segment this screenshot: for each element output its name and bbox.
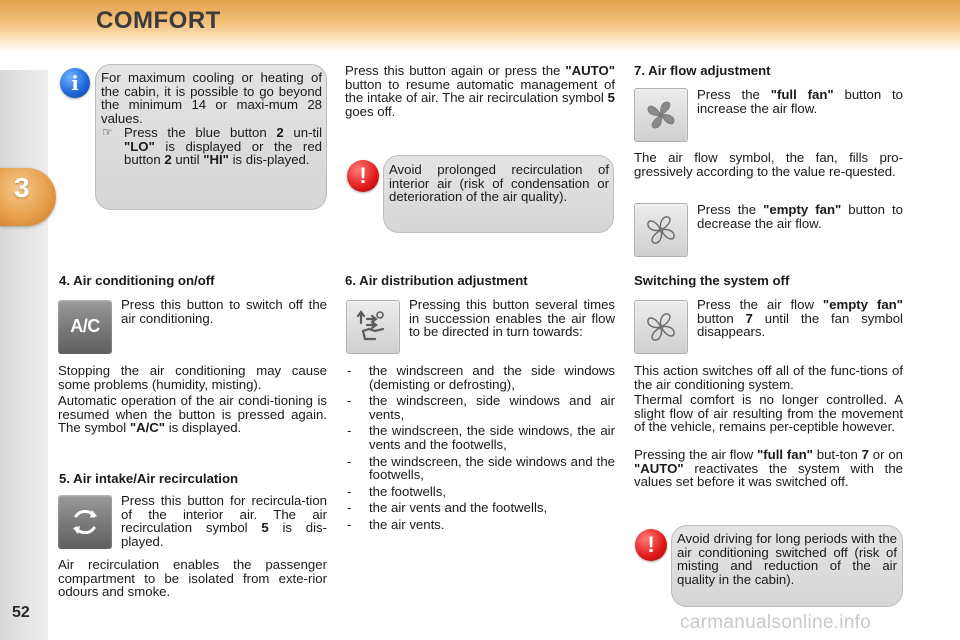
list-item: - the windscreen, the side windows and the footwells, [345, 455, 615, 482]
switch-off-functions-text: This action switches off all of the func-tions of the air conditioning system. [634, 363, 903, 392]
empty-fan-button[interactable] [634, 203, 688, 257]
list-item: - the windscreen, the side windows, the air vents and the footwells, [345, 424, 615, 451]
list-item: - the windscreen, side windows and air vents, [345, 394, 615, 421]
empty-fan-off-button[interactable] [634, 300, 688, 354]
section-7-heading: 7. Air flow adjustment [634, 63, 771, 78]
air-flow-symbol-text: The air flow symbol, the fan, fills pro-gressively according to the value re-quested. [634, 150, 903, 179]
list-item: - the footwells, [345, 485, 615, 499]
empty-fan-icon [641, 307, 681, 347]
recirculation-press-text: Press this button for recircula-tion of the interior air. The air recirculation symbol 5 is dis-played. [121, 493, 327, 549]
pointer-icon: ☞ [102, 125, 113, 139]
ac-press-text: Press this button to switch off the air conditioning. [121, 297, 327, 326]
chapter-number: 3 [14, 172, 30, 203]
air-distribution-press-text: Pressing this button several times in succession enables the air flow to be directed in turn towards: [409, 297, 615, 340]
section-5-heading: 5. Air intake/Air recirculation [59, 471, 239, 486]
ac-automatic-text: Automatic operation of the air condi-tioning is resumed when the button is pressed again. The symbol "A/C" is displayed. [58, 393, 327, 436]
recirculation-info-text: Air recirculation enables the passenger compartment to be isolated from exte-rior odours and smoke. [58, 557, 327, 600]
list-item: - the air vents. [345, 518, 615, 532]
header-bar [0, 0, 960, 52]
warning-icon: ! [347, 160, 379, 192]
switch-off-press-text: Press the air flow "empty fan" button 7 until the fan symbol disappears. [697, 297, 903, 340]
switching-off-heading: Switching the system off [634, 273, 790, 288]
page-number: 52 [12, 604, 30, 621]
ac-button-label: A/C [70, 316, 100, 337]
air-distribution-icon [353, 307, 393, 347]
sidebar [0, 70, 48, 640]
ac-stopping-text: Stopping the air conditioning may cause some problems (humidity, misting). [58, 363, 327, 392]
info-text: For maximum cooling or heating of the cabin, it is possible to go beyond the minimum 14 or maxi-mum 28 values. [101, 70, 322, 126]
info-bullet-text: Press the blue button 2 un-til "LO" is displayed or the red button 2 until "HI" is dis-played. [124, 125, 323, 168]
recirculation-button[interactable] [58, 495, 112, 549]
empty-fan-text: Press the "empty fan" button to decrease the air flow. [697, 202, 904, 231]
empty-fan-icon [641, 210, 681, 250]
full-fan-button[interactable] [634, 88, 688, 142]
list-item: - the air vents and the footwells, [345, 501, 615, 515]
thermal-comfort-text: Thermal comfort is no longer controlled. A slight flow of air resulting from the movement of the vehicle, remains per-ceptible however. [634, 392, 903, 435]
page-title: COMFORT [96, 7, 221, 34]
warning-ac-off-text: Avoid driving for long periods with the air conditioning switched off (risk of misting and reduction of the air quality in the cabin). [677, 531, 897, 587]
recirculation-icon [67, 504, 103, 540]
watermark: carmanualsonline.info [680, 612, 872, 633]
warning-icon: ! [635, 529, 667, 561]
air-distribution-list [345, 364, 615, 535]
resume-auto-text: Press this button again or press the "AUTO" button to resume automatic management of the intake of air. The air recirculation symbol 5 goes off. [345, 63, 615, 119]
section-4-heading: 4. Air conditioning on/off [59, 273, 215, 288]
air-distribution-button[interactable] [346, 300, 400, 354]
reactivate-text: Pressing the air flow "full fan" but-ton 7 or on "AUTO" reactivates the system with the values set before it was switched off. [634, 447, 903, 490]
info-icon: i [60, 68, 90, 98]
list-item: - the windscreen and the side windows (demisting or defrosting), [345, 364, 615, 391]
warning-recirculation-text: Avoid prolonged recirculation of interior air (risk of condensation or deterioration of the air quality). [389, 162, 609, 205]
ac-button[interactable] [58, 300, 112, 354]
section-6-heading: 6. Air distribution adjustment [345, 273, 528, 288]
full-fan-text: Press the "full fan" button to increase the air flow. [697, 87, 903, 116]
full-fan-icon [641, 95, 681, 135]
